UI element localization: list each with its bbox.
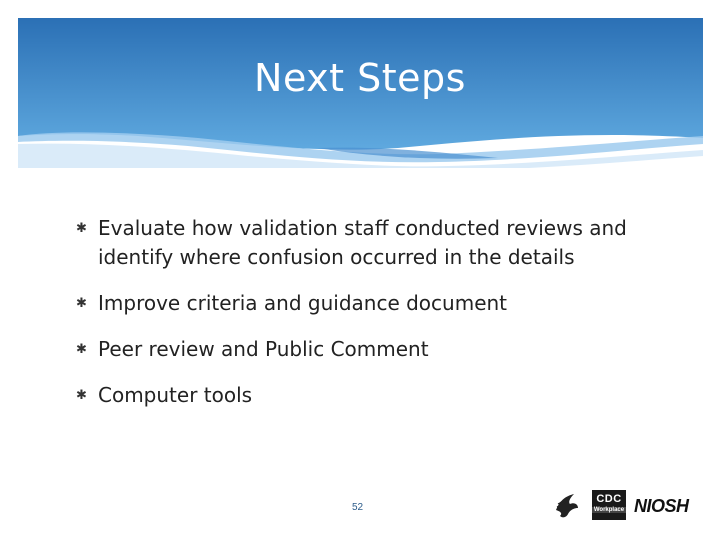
niosh-logo-text: NIOSH	[634, 496, 689, 516]
footer-logos	[552, 490, 702, 522]
niosh-logo-icon	[634, 496, 702, 518]
bullet-text: Computer tools	[98, 383, 253, 407]
bullet-star-icon: ✱	[76, 221, 87, 236]
hhs-eagle-icon	[552, 490, 582, 520]
cdc-logo-text: CDC	[596, 493, 622, 505]
bullet-text: Improve criteria and guidance document	[98, 291, 508, 315]
bullet-text: Peer review and Public Comment	[98, 337, 429, 361]
slide-title: Next Steps	[254, 56, 466, 100]
bullet-star-icon: ✱	[76, 296, 87, 311]
bullet-list	[76, 214, 656, 427]
cdc-logo-subtext: Workplace	[593, 507, 625, 513]
bullet-item	[76, 289, 656, 318]
page-number: 52	[352, 502, 364, 513]
cdc-logo-icon	[592, 490, 626, 520]
bullet-text: Evaluate how validation staff conducted reviews and identify where confusion occurred in the details	[98, 216, 627, 269]
bullet-item	[76, 381, 656, 410]
bullet-star-icon: ✱	[76, 388, 87, 403]
bullet-star-icon: ✱	[76, 342, 87, 357]
bullet-item	[76, 335, 656, 364]
bullet-item	[76, 214, 656, 272]
